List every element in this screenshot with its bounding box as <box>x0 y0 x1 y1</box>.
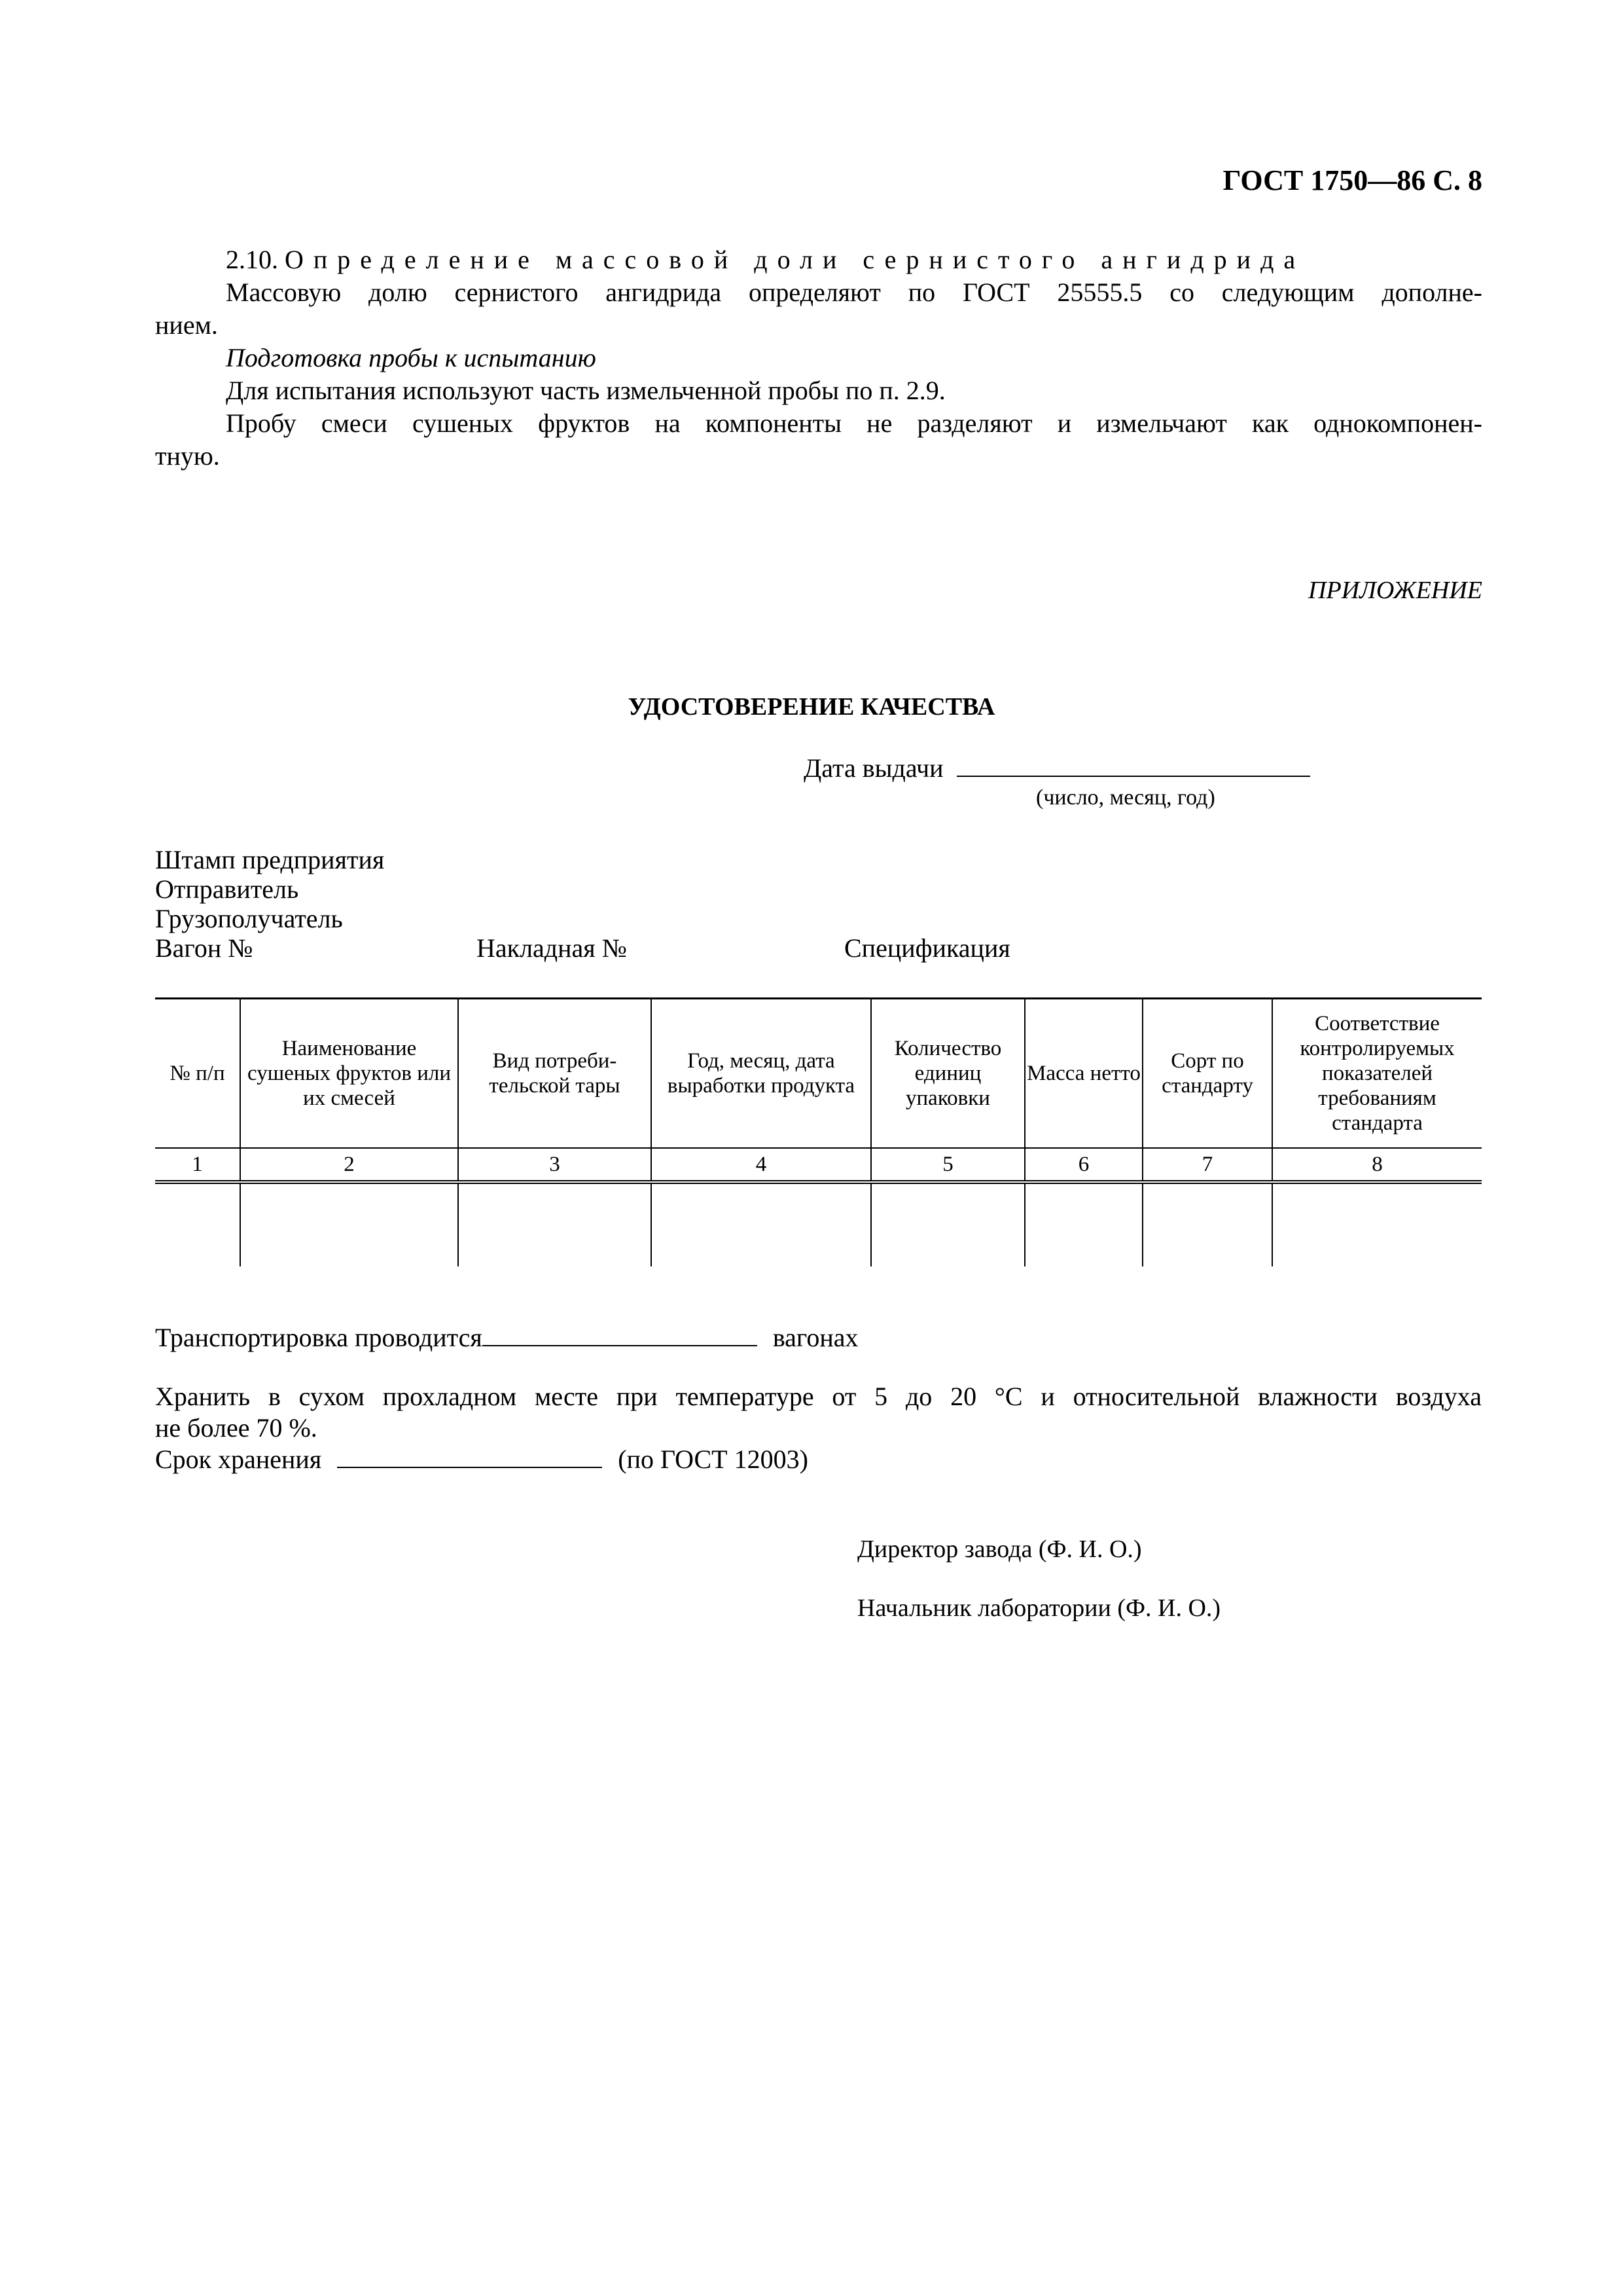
section-heading-line <box>226 244 1482 276</box>
issue-date-label: Дата выдачи <box>804 753 944 783</box>
table-cell[interactable] <box>871 1182 1025 1266</box>
col-header-grade: Сорт по стандарту <box>1143 999 1272 1149</box>
sender-label: Отправитель <box>155 874 299 904</box>
table-header-row <box>155 999 1482 1149</box>
director-signature: Директор завода (Ф. И. О.) <box>857 1535 1142 1563</box>
table-cell[interactable] <box>458 1182 651 1266</box>
certificate-title: УДОСТОВЕРЕНИЕ КАЧЕСТВА <box>628 693 995 721</box>
shelf-life-field[interactable] <box>337 1447 602 1468</box>
section-text-line5: тную. <box>155 441 220 471</box>
section-text-line4: Пробу смеси сушеных фруктов на компоненты не разделяют и измельчают как однокомпонен- <box>226 408 1482 438</box>
table-row <box>155 1182 1482 1266</box>
shelf-life-suffix: (по ГОСТ 12003) <box>618 1444 808 1474</box>
table-cell[interactable] <box>155 1182 240 1266</box>
col-header-number: № п/п <box>155 999 240 1149</box>
table-cell[interactable] <box>1025 1182 1143 1266</box>
section-text-line2: нием. <box>155 310 218 340</box>
issue-date-hint: (число, месяц, год) <box>1036 785 1215 810</box>
shelf-life-label: Срок хранения <box>155 1444 322 1474</box>
wagon-label: Вагон № <box>155 933 253 963</box>
section-heading: Определение массовой доли сернистого ангидрида <box>285 245 1306 274</box>
col-number-3: 3 <box>458 1148 651 1182</box>
spec-label: Спецификация <box>844 933 1010 963</box>
table-cell[interactable] <box>240 1182 458 1266</box>
transport-row <box>155 1322 859 1354</box>
stamp-label: Штамп предприятия <box>155 845 385 874</box>
col-number-7: 7 <box>1143 1148 1272 1182</box>
col-number-1: 1 <box>155 1148 240 1182</box>
col-number-6: 6 <box>1025 1148 1143 1182</box>
col-header-compliance: Соответствие контролируемых показателей требованиям стандарта <box>1272 999 1482 1149</box>
storage-line1: Хранить в сухом прохладном месте при температуре от 5 до 20 °С и относительной влажности воздуха <box>155 1382 1482 1411</box>
waybill-label: Накладная № <box>476 933 627 963</box>
table-cell[interactable] <box>1143 1182 1272 1266</box>
quality-table <box>155 997 1482 1266</box>
col-header-net-weight: Масса нетто <box>1025 999 1143 1149</box>
col-header-production-date: Год, месяц, дата выработки продукта <box>651 999 871 1149</box>
section-number: 2.10. <box>226 245 278 274</box>
col-header-name: Наименование сушеных фруктов или их смесей <box>240 999 458 1149</box>
storage-line2: не более 70 %. <box>155 1413 317 1443</box>
col-number-8: 8 <box>1272 1148 1482 1182</box>
table-number-row <box>155 1148 1482 1182</box>
table-cell[interactable] <box>1272 1182 1482 1266</box>
page-header-ref: ГОСТ 1750—86 С. 8 <box>1222 164 1482 196</box>
col-number-4: 4 <box>651 1148 871 1182</box>
col-header-package-count: Количество единиц упаковки <box>871 999 1025 1149</box>
col-header-package-type: Вид потреби-тельской тары <box>458 999 651 1149</box>
appendix-label: ПРИЛОЖЕНИЕ <box>1308 577 1482 604</box>
section-text-line1: Массовую долю сернистого ангидрида определяют по ГОСТ 25555.5 со следующим дополне- <box>226 278 1482 307</box>
table-cell[interactable] <box>651 1182 871 1266</box>
section-text-line3: Для испытания используют часть измельченной пробы по п. 2.9. <box>226 376 946 405</box>
section-subheading: Подготовка пробы к испытанию <box>226 343 596 372</box>
col-number-5: 5 <box>871 1148 1025 1182</box>
issue-date-field[interactable] <box>957 756 1310 777</box>
lab-head-signature: Начальник лаборатории (Ф. И. О.) <box>857 1594 1221 1622</box>
transport-suffix: вагонах <box>772 1323 859 1352</box>
col-number-2: 2 <box>240 1148 458 1182</box>
transport-field[interactable] <box>482 1325 757 1346</box>
shelf-life-row <box>155 1444 808 1475</box>
transport-label: Транспортировка проводится <box>155 1323 482 1352</box>
consignee-label: Грузополучатель <box>155 904 343 933</box>
issue-date-row <box>804 753 1310 784</box>
